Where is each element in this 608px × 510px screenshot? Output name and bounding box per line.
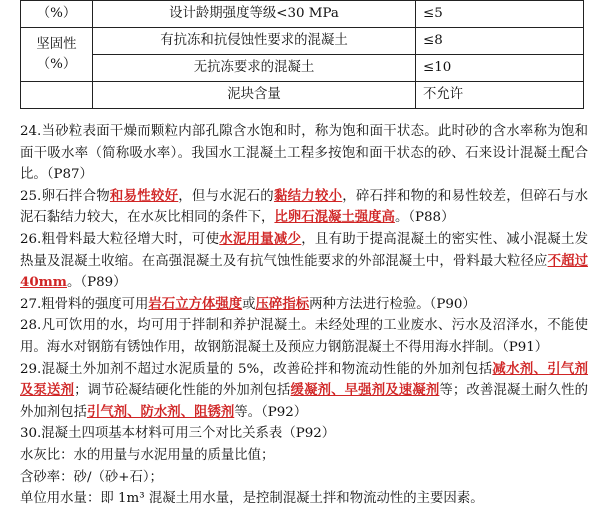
highlight-text: 比卵石混凝土强度高 [274, 209, 395, 226]
table-row [21, 28, 584, 55]
sand-ratio: 含砂率：砂/（砂+石）； [20, 469, 163, 485]
table-group-cell [21, 82, 93, 109]
table-row [21, 1, 584, 28]
notes-body [20, 121, 588, 510]
highlight-text: 不超过 40mm [20, 252, 589, 291]
note-26: 26.粗骨料最大粒径增大时，可使水泥用量减少，且有助于提高混凝土的密实性、减小混凝土发热量及混凝土收缩。在高强混凝土及有抗气蚀性能要求的外部混凝土中，骨料最大粒径应不超过 40mm。（P89） [20, 230, 589, 291]
highlight-text: 缓凝剂、早强剂及速凝剂 [290, 382, 440, 399]
table-group-cell: 坚固性 （%） [21, 28, 93, 82]
note-24: 24.当砂粒表面干燥而颗粒内部孔隙含水饱和时，称为饱和面干状态。此时砂的含水率称为饱和面干吸水率（简称吸水率）。我国水工混凝土工程多按饱和面干状态的砂、石来设计混凝土配合比。（P87） [20, 124, 588, 183]
table-condition-cell: 有抗冻和抗侵蚀性要求的混凝土 [93, 28, 416, 55]
table-group-cell: （%） [21, 1, 93, 28]
table-row [21, 55, 584, 82]
table-value-cell: ≤10 [416, 55, 584, 82]
highlight-text: 减水剂、引气剂及泵送剂 [20, 360, 589, 399]
highlight-text: 压碎指标 [255, 295, 310, 312]
aggregate-spec-table [20, 0, 584, 109]
table-value-cell: 不允许 [416, 82, 584, 109]
note-25: 25.卵石拌合物和易性较好，但与水泥石的黏结力较小，碎石拌和物的和易性较差，但碎石与水泥石黏结力较大，在水灰比相同的条件下，比卵石混凝土强度高。（P88） [20, 187, 589, 226]
table-value-cell: ≤5 [416, 1, 584, 28]
table-condition-cell: 设计龄期强度等级<30 MPa [93, 1, 416, 28]
note-29: 29.混凝土外加剂不超过水泥质量的 5%，改善砼拌和物流动性能的外加剂包括减水剂、引气剂及泵送剂；调节砼凝结硬化性能的外加剂包括缓凝剂、早强剂及速凝剂等；改善混凝土耐久性的外加剂包括引气剂、防水剂、阻锈剂等。（P92） [20, 360, 589, 420]
note-28: 28.凡可饮用的水，均可用于拌制和养护混凝土。未经处理的工业废水、污水及沼泽水，不能使用。海水对钢筋有锈蚀作用，故钢筋混凝土及预应力钢筋混凝土不得用海水拌制。（P91） [20, 318, 588, 355]
highlight-text: 岩石立方体强度 [148, 295, 243, 312]
highlight-text: 和易性较好 [109, 187, 179, 204]
table-condition-cell: 无抗冻要求的混凝土 [93, 55, 416, 82]
unit-water-content: 单位用水量：即 1m³ 混凝土用水量，是控制混凝土拌和物流动性的主要因素。 [20, 491, 484, 507]
note-30: 30.混凝土四项基本材料可用三个对比关系表（P92） [20, 426, 336, 442]
table-row [21, 82, 584, 109]
table-condition-cell: 泥块含量 [93, 82, 416, 109]
note-27: 27.粗骨料的强度可用岩石立方体强度或压碎指标两种方法进行检验。（P90） [20, 295, 476, 312]
highlight-text: 黏结力较小 [273, 187, 343, 204]
table-value-cell: ≤8 [416, 28, 584, 55]
water-cement-ratio: 水灰比：水的用量与水泥用量的质量比值； [20, 447, 275, 463]
highlight-text: 引气剂、防水剂、阻锈剂 [86, 403, 235, 420]
highlight-text: 水泥用量减少 [219, 230, 302, 247]
